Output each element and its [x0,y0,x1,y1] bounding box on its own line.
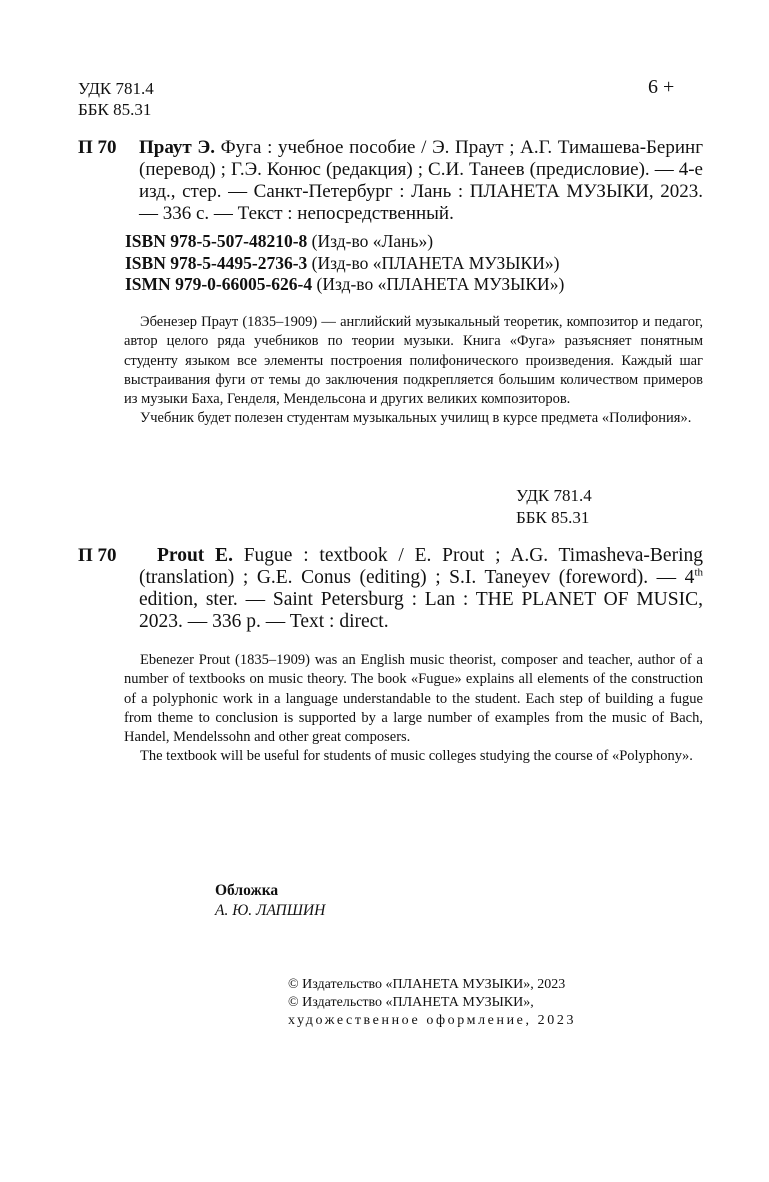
bbk-code: ББК 85.31 [516,508,590,527]
en-abstract-paragraph: The textbook will be useful for students of music colleges studying the course of «Polyphony». [140,748,693,765]
en-author-code: П 70 [78,545,117,566]
ru-author: Праут Э. [139,137,216,158]
edition-superscript: th [694,566,703,579]
ru-abstract-paragraph: Учебник будет полезен студентам музыкальных училищ в курсе предмета «Полифония». [140,410,692,427]
en-abstract-paragraph: Ebenezer Prout (1835–1909) was an English music theorist, composer and teacher, author of a number of textbooks on music theory. The book «Fugue» explains all elements of the construction of a polyphonic work in a language understandable to the student. Each step of building a fugue from theme to conclusion is supported by a large number of examples from the music of Bach, Handel, Mendelssohn and other great composers. [124,652,703,746]
age-rating: 6 + [648,76,675,98]
classification-block [78,78,154,120]
copyright-line: © Издательство «ПЛАНЕТА МУЗЫКИ», [288,995,534,1010]
ru-bibliographic-record [139,137,703,225]
cover-artist: А. Ю. ЛАПШИН [215,902,326,919]
copyright-line: © Издательство «ПЛАНЕТА МУЗЫКИ», 2023 [288,977,566,992]
en-abstract [124,651,703,767]
isbn-lan: ISBN 978-5-507-48210-8 (Изд-во «Лань») [125,231,434,251]
ismn-planet: ISMN 979-0-66005-626-4 (Изд-во «ПЛАНЕТА МУЗЫКИ») [125,274,565,294]
identifiers [125,231,564,296]
en-author: Prout E. [157,545,233,566]
udk-code: УДК 781.4 [516,486,592,505]
isbn-planet: ISBN 978-5-4495-2736-3 (Изд-во «ПЛАНЕТА МУЗЫКИ») [125,252,560,273]
en-bibliographic-record: Prout E. Fugue : textbook / E. Prout ; A.G. Timasheva-Bering (translation) ; G.E. Conus (editing) ; S.I. Taneyev (foreword). — 4th edition, ster. — Saint Petersburg : Lan : THE PLANET OF MUSIC, 2023. — 336 p. — Text : direct. [139,545,703,632]
cover-title: Обложка [215,882,279,899]
ru-record-text: Фуга : учебное пособие / Э. Праут ; А.Г. Тимашева-Беринг (перевод) ; Г.Э. Конюс (редакция) ; С.И. Танеев (предисловие). — 4-е изд., стер. — Санкт-Петербург : Лань : ПЛАНЕТА МУЗЫКИ, 2023. — 336 с. — Текст : непосредственный. [139,137,703,224]
cover-credit [215,881,325,921]
udk-code: УДК 781.4 [78,79,154,98]
bbk-code: ББК 85.31 [78,100,152,119]
copyright-line: художественное оформление, 2023 [288,1013,577,1028]
ru-abstract-paragraph: Эбенезер Праут (1835–1909) — английский музыкальный теоретик, композитор и педагог, автор целого ряда учебников по теории музыки. Книга «Фуга» разъясняет понятным студенту языком все элементы построения полифонического произведения. Каждый шаг выстраивания фуги от темы до заключения подкрепляется большим количеством примеров из музыки Баха, Генделя, Мендельсона и других великих композиторов. [124,314,703,408]
classification-block-repeat [516,485,592,529]
copyright-block [288,976,576,1030]
ru-author-code: П 70 [78,137,117,158]
ru-abstract [124,313,703,429]
